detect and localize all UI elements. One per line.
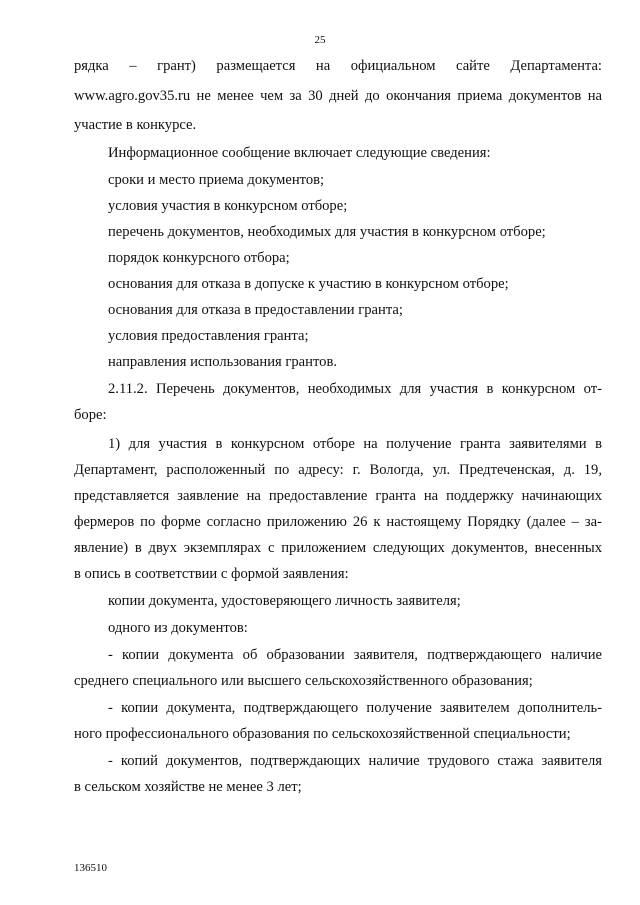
text-line: основания для отказа в допуске к участию в конкурсном отборе; [108,276,509,292]
text-line: рядка – грант) размещается на официальном сайте Департамента: [74,58,602,74]
text-line: фермеров по форме согласно приложению 26 к настоящему Порядку (далее – за- [74,514,602,530]
document-code: 136510 [74,862,107,874]
text-line: одного из документов: [108,620,248,636]
text-line: - копий документов, подтверждающих наличие трудового стажа заявителя [108,753,602,769]
text-line: в сельском хозяйстве не менее 3 лет; [74,779,302,795]
text-line: копии документа, удостоверяющего личность заявителя; [108,593,461,609]
text-line: Информационное сообщение включает следующие сведения: [108,145,491,161]
text-line: перечень документов, необходимых для участия в конкурсном отборе; [108,224,546,240]
text-line: порядок конкурсного отбора; [108,250,290,266]
text-line: направления использования грантов. [108,354,337,370]
text-line: www.agro.gov35.ru не менее чем за 30 дней до окончания приема документов на [74,88,602,104]
text-line: основания для отказа в предоставлении гранта; [108,302,403,318]
text-line: участие в конкурсе. [74,117,197,133]
text-line: - копии документа, подтверждающего получение заявителем дополнитель- [108,700,602,716]
text-line: условия предоставления гранта; [108,328,309,344]
text-line: сроки и место приема документов; [108,172,325,188]
text-line: - копии документа об образовании заявителя, подтверждающего наличие [108,647,602,663]
text-line: ного профессионального образования по сельскохозяйственной специальности; [74,726,571,742]
page-number: 25 [314,34,326,46]
text-line: представляется заявление на предоставление гранта на поддержку начинающих [74,488,602,504]
text-line: явление) в двух экземплярах с приложением следующих документов, внесенных [74,540,602,556]
text-line: боре: [74,407,107,423]
text-line: 1) для участия в конкурсном отборе на получение гранта заявителями в [108,436,602,452]
text-line: 2.11.2. Перечень документов, необходимых для участия в конкурсном от- [108,381,602,397]
text-line: Департамент, расположенный по адресу: г. Вологда, ул. Предтеченская, д. 19, [74,462,602,478]
text-line: в опись в соответствии с формой заявления: [74,566,349,582]
text-line: среднего специального или высшего сельскохозяйственного образования; [74,673,533,689]
text-line: условия участия в конкурсном отборе; [108,198,348,214]
